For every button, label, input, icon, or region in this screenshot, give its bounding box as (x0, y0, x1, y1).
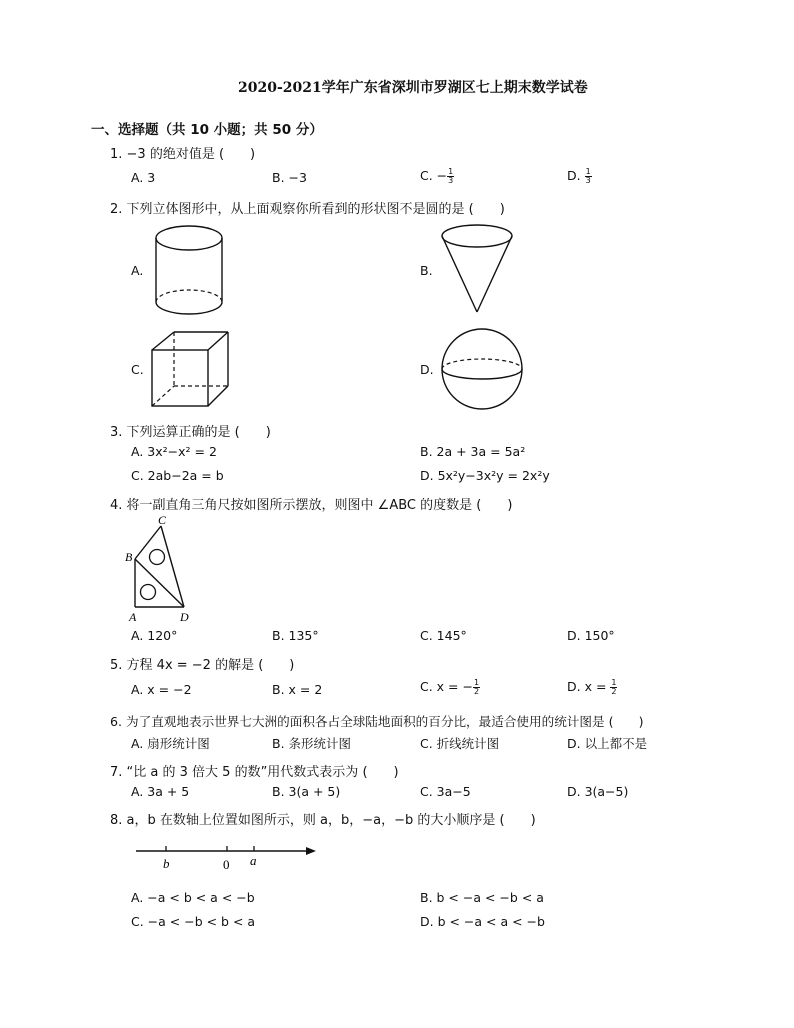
question-8-stem: 8. a，b 在数轴上位置如图所示，则 a，b，−a，−b 的大小顺序是 ( ) (110, 813, 536, 828)
question-4-option-a[interactable]: A. 120° (131, 628, 178, 643)
question-7-stem: 7. “比 a 的 3 倍大 5 的数”用代数式表示为 ( ) (110, 765, 399, 780)
section-header: 一、选择题（共 10 小题；共 50 分） (91, 122, 323, 138)
fraction (610, 679, 617, 696)
cube-figure (148, 328, 232, 410)
number-line-figure (134, 838, 320, 874)
question-5-option-c[interactable] (420, 679, 480, 696)
fraction (473, 679, 480, 696)
fraction (447, 168, 454, 185)
option-d-prefix: D. (567, 168, 585, 183)
question-5-option-d[interactable] (567, 679, 617, 696)
question-4-option-d[interactable]: D. 150° (567, 628, 615, 643)
numerator: 1 (611, 678, 617, 687)
question-2-option-c[interactable]: C. (131, 362, 144, 377)
question-8-option-b[interactable]: B. b < −a < −b < a (420, 890, 544, 905)
denominator: 2 (473, 687, 480, 696)
question-1-option-d[interactable] (567, 168, 592, 185)
page-title: 2020-2021学年广东省深圳市罗湖区七上期末数学试卷 (238, 80, 588, 96)
question-3-option-c[interactable]: C. 2ab−2a = b (131, 468, 224, 483)
vertex-label-b: B (125, 550, 133, 564)
vertex-label-c: C (158, 513, 167, 527)
question-4-option-c[interactable]: C. 145° (420, 628, 467, 643)
question-5-stem: 5. 方程 4x = −2 的解是 ( ) (110, 658, 295, 673)
question-1-option-b[interactable]: B. −3 (272, 170, 307, 185)
question-1-option-c[interactable] (420, 168, 454, 185)
sphere-figure (438, 326, 526, 412)
question-8-option-c[interactable]: C. −a < −b < b < a (131, 914, 256, 929)
question-3-stem: 3. 下列运算正确的是 ( ) (110, 425, 271, 440)
question-6-option-a[interactable]: A. 扇形统计图 (131, 736, 210, 751)
question-2-stem: 2. 下列立体图形中，从上面观察你所看到的形状图不是圆的是 ( ) (110, 202, 505, 217)
question-8-option-a[interactable]: A. −a < b < a < −b (131, 890, 255, 905)
question-1-option-a[interactable]: A. 3 (131, 170, 156, 185)
question-7-option-b[interactable]: B. 3(a + 5) (272, 784, 341, 799)
question-6-stem: 6. 为了直观地表示世界七大洲的面积各占全球陆地面积的百分比，最适合使用的统计图是 ( ) (110, 714, 644, 729)
question-2-option-a[interactable]: A. (131, 263, 144, 278)
denominator: 2 (611, 687, 617, 696)
question-6-option-b[interactable]: B. 条形统计图 (272, 736, 352, 751)
vertex-label-d: D (180, 610, 189, 624)
vertex-label-a: A (129, 610, 137, 624)
question-2-option-b[interactable]: B. (420, 263, 433, 278)
denominator: 3 (585, 176, 591, 185)
denominator: 3 (448, 176, 454, 185)
tick-label-zero: 0 (223, 857, 230, 872)
question-2-option-d[interactable]: D. (420, 362, 434, 377)
question-3-option-b[interactable]: B. 2a + 3a = 5a² (420, 444, 526, 459)
question-7-option-a[interactable]: A. 3a + 5 (131, 784, 190, 799)
fraction (585, 168, 592, 185)
question-8-option-d[interactable]: D. b < −a < a < −b (420, 914, 545, 929)
question-7-option-d[interactable]: D. 3(a−5) (567, 784, 629, 799)
question-5-option-a[interactable]: A. x = −2 (131, 682, 192, 697)
option-c-prefix: C. x = − (420, 679, 473, 694)
tick-label-b: b (163, 856, 170, 871)
option-d-prefix: D. x = (567, 679, 611, 694)
question-6-option-c[interactable]: C. 折线统计图 (420, 736, 500, 751)
question-4-option-b[interactable]: B. 135° (272, 628, 319, 643)
question-5-option-b[interactable]: B. x = 2 (272, 682, 323, 697)
cylinder-figure (150, 222, 230, 322)
question-4-stem: 4. 将一副直角三角尺按如图所示摆放，则图中 ∠ABC 的度数是 ( ) (110, 498, 513, 513)
question-7-option-c[interactable]: C. 3a−5 (420, 784, 471, 799)
numerator: 1 (473, 678, 480, 687)
option-c-prefix: C. − (420, 168, 448, 183)
question-6-option-d[interactable]: D. 以上都不是 (567, 736, 648, 751)
tick-label-a: a (250, 853, 257, 868)
question-3-option-a[interactable]: A. 3x²−x² = 2 (131, 444, 217, 459)
numerator: 1 (585, 167, 591, 176)
question-3-option-d[interactable]: D. 5x²y−3x²y = 2x²y (420, 468, 550, 483)
triangle-rulers-figure (124, 514, 196, 626)
numerator: 1 (448, 167, 454, 176)
question-1-stem: 1. −3 的绝对值是 ( ) (110, 147, 256, 162)
cone-figure (438, 222, 518, 318)
